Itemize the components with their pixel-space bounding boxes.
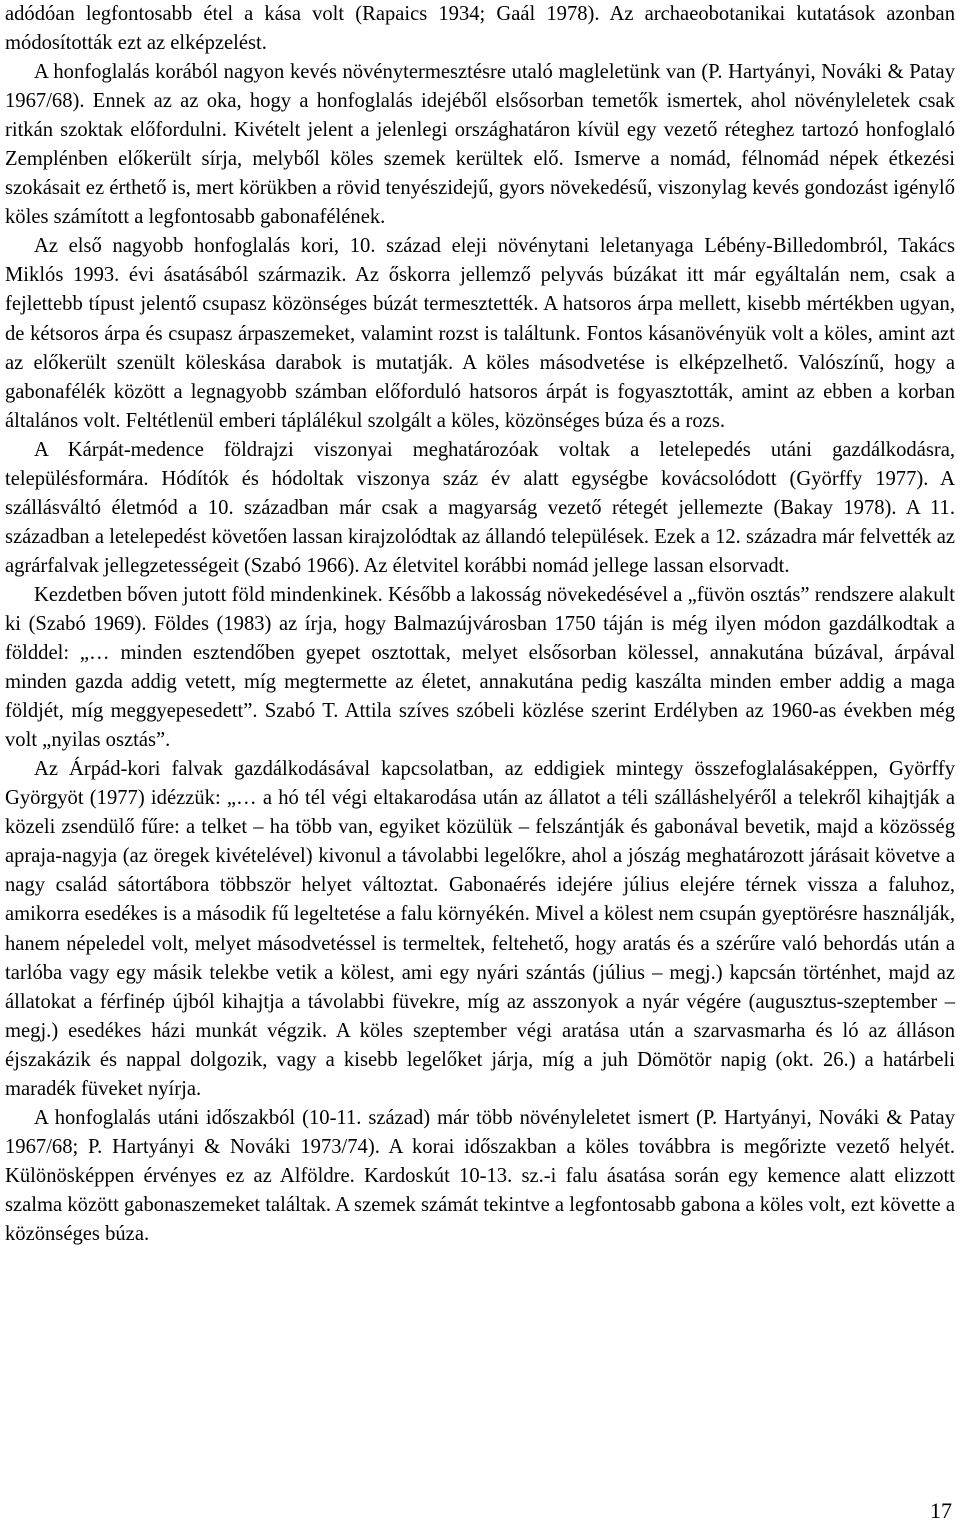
page-number: 17 [930, 1498, 952, 1523]
paragraph-6: Az Árpád-kori falvak gazdálkodásával kapcsolatban, az eddigiek mintegy összefoglalásaképpen, Györffy Györgyöt (1977) idézzük: „… a hó tél végi eltakarodása után az állatot a téli szálláshelyéről a telekről kihajtják a közeli zsendülő fűre: a telket – ha több van, egyiket közülük – felszántják és gabonával bevetik, majd a közösség apraja-nagyja (az öregek kivételével) kivonul a távolabbi legelőkre, ahol a jószág meghatározott járásait követve a nagy család sátortábora többször helyet változtat. Gabonaérés idejére július elejére térnek vissza a faluhoz, amikorra esedékes is a második fű legeltetése a falu környékén. Mivel a kölest nem csupán gyeptörésre használják, hanem népeledel volt, melyet másodvetéssel is termeltek, feltehető, hogy aratás és a szérűre való behordás után a tarlóba vagy egy másik telekbe vetik a kölest, ami egy nyári szántás (július – megj.) kapcsán történhet, majd az állatokat a férfinép újból kihajtja a távolabbi füvekre, míg az asszonyok a nyár végére (augusztus-szeptember – megj.) esedékes házi munkát végzik. A köles szeptember végi aratása után a szarvasmarha és ló az álláson éjszakázik és nappal dolgozik, vagy a kisebb legelőket járja, míg a juh Dömötör napig (okt. 26.) a határbeli maradék füveket nyírja. [5, 758, 955, 1100]
paragraph-3: Az első nagyobb honfoglalás kori, 10. század eleji növénytani leletanyaga Lébény-Billedombról, Takács Miklós 1993. évi ásatásából származik. Az őskorra jellemző pelyvás búzákat itt már egyáltalán nem, csak a fejlettebb típust jelentő csupasz közönséges búzát termesztették. A hatsoros árpa mellett, kisebb mértékben ugyan, de kétsoros árpa és csupasz árpaszemeket, valamint rozst is találtunk. Fontos kásanövényük volt a köles, amint azt az előkerült szenült köleskása darabok is mutatják. A köles másodvetése is elképzelhető. Valószínű, hogy a gabonafélék között a legnagyobb számban előforduló hatsoros árpát is fogyasztották, amint az ebben a korban általános volt. Feltétlenül emberi táplálékul szolgált a köles, közönséges búza és a rozs. [5, 235, 955, 432]
paragraph-1: adódóan legfontosabb étel a kása volt (Rapaics 1934; Gaál 1978). Az archaeobotanikai kutatások azonban módosították ezt az elképzelést. [5, 3, 955, 55]
paragraph-5: Kezdetben bőven jutott föld mindenkinek. Később a lakosság növekedésével a „füvön osztás” rendszere alakult ki (Szabó 1969). Földes (1983) az írja, hogy Balmazújvárosban 1750 táján is még ilyen módon gazdálkodtak a földdel: „… minden esztendőben gyepet osztottak, melyet elsősorban kölessel, annakutána búzával, árpával minden gazda addig vetett, míg megtermette az életet, annakutána pedig kaszálta minden ember addig a maga földjét, míg meggyepesedett”. Szabó T. Attila szíves szóbeli közlése szerint Erdélyben az 1960-as években még volt „nyilas osztás”. [5, 583, 955, 752]
paragraph-4: A Kárpát-medence földrajzi viszonyai meghatározóak voltak a letelepedés utáni gazdálkodásra, településformára. Hódítók és hódoltak viszonya száz év alatt egységbe kovácsolódott (Györffy 1977). A szállásváltó életmód a 10. században már csak a magyarság vezető rétegét jellemezte (Bakay 1978). A 11. században a letelepedést követően lassan kirajzolódtak az állandó települések. Ezek a 12. századra már felvették az agrárfalvak jellegzetességeit (Szabó 1966). Az életvitel korábbi nomád jellege lassan elsorvadt. [5, 438, 955, 577]
paragraph-7: A honfoglalás utáni időszakból (10-11. század) már több növényleletet ismert (P. Hartyányi, Nováki & Patay 1967/68; P. Hartyányi & Nováki 1973/74). A korai időszakban a köles továbbra is megőrizte vezető helyét. Különösképpen érvényes ez az Alföldre. Kardoskút 10-13. sz.-i falu ásatása során egy kemence alatt elizzott szalma között gabonaszemeket találtak. A szemek számát tekintve a legfontosabb gabona a köles volt, ezt követte a közönséges búza. [5, 1106, 955, 1245]
document-body [5, 0, 955, 1249]
paragraph-2: A honfoglalás korából nagyon kevés növénytermesztésre utaló magleletünk van (P. Hartyányi, Nováki & Patay 1967/68). Ennek az az oka, hogy a honfoglalás idejéből elsősorban temetők ismertek, ahol növényleletek csak ritkán szoktak előfordulni. Kivételt jelent a jelenlegi országhatáron kívül egy vezető réteghez tartozó honfoglaló Zemplénben előkerült sírja, melyből köles szemek kerültek elő. Ismerve a nomád, félnomád népek étkezési szokásait ez érthető is, mert körükben a rövid tenyészidejű, gyors növekedésű, viszonylag kevés gondozást igénylő köles számított a legfontosabb gabonafélének. [5, 61, 955, 229]
